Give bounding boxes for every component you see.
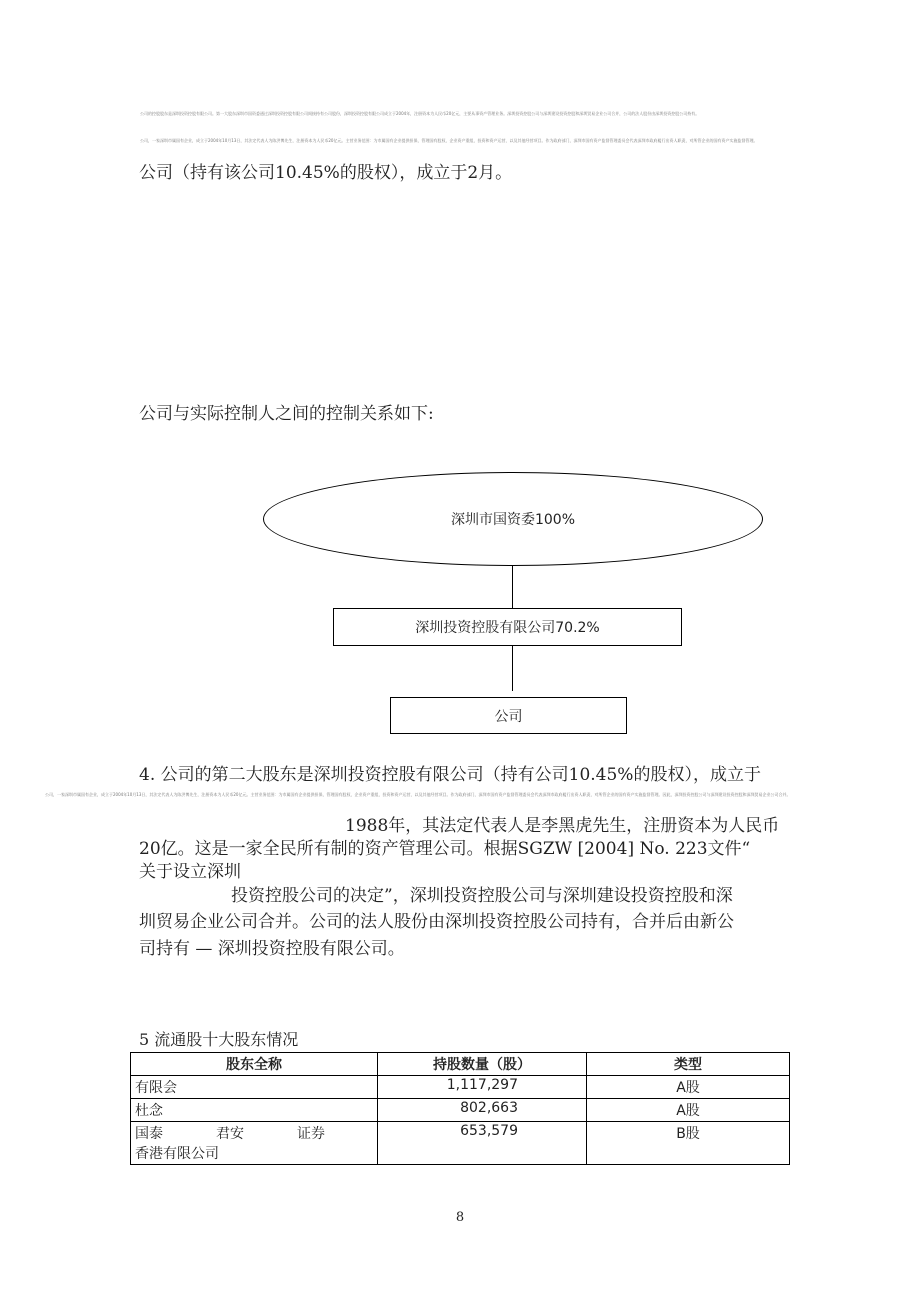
shareholder-name-line2: 香港有限公司 xyxy=(135,1146,219,1162)
header-shares-held: 持股数量（股） xyxy=(378,1053,587,1076)
diagram-connector-2 xyxy=(512,646,513,691)
item4-line5: 投资控股公司的决定”，深圳投资控股公司与深圳建设投资控股和深 xyxy=(231,886,733,906)
shares-held: 653,579 xyxy=(378,1122,587,1165)
share-type: B股 xyxy=(587,1122,790,1165)
diagram-node-sasac xyxy=(263,472,763,566)
item4-tiny-note: 公司，一家深圳市属国有企业，成立于2004年10月13日，其法定代表人为陈洪博先生，注册资本为人民币20亿元。主营业务范围：为市属国有企业提供担保，管理国有股权，企业资产重组，投资和资产运营，以及其他经营项目。作为政府部门，深圳市国有资产监督管理委员会代表深圳市政府履行出资人职责，对所管企业的国有资产实施监督管理。因此，深圳投资控股公司与深圳建设投资控股和深圳贸易企业公司合并。 xyxy=(45,792,791,797)
shareholder-name-line1 xyxy=(135,1123,325,1143)
header-note-1: 公司的控股股东是深圳投资控股有限公司。第一大股东深圳市国资委通过深圳投资控股有限公司间接持有公司股份，深圳投资控股有限公司成立于2004年，注册资本为人民币20亿元，主要从事资产管理业务。深圳投资控股公司与深圳建设投资控股和深圳贸易企业公司合并，公司的法人股份由深圳投资控股公司持有。 xyxy=(140,111,700,116)
share-type: A股 xyxy=(587,1099,790,1122)
item4-line7: 司持有 — 深圳投资控股有限公司。 xyxy=(139,939,405,959)
table-row xyxy=(131,1076,790,1099)
name-part: 证券 xyxy=(297,1126,325,1142)
header-share-type: 类型 xyxy=(587,1053,790,1076)
shareholder-name xyxy=(131,1122,378,1165)
top-ten-shareholders-table xyxy=(130,1052,790,1165)
name-part: 君安 xyxy=(216,1126,244,1142)
diagram-node-company xyxy=(390,697,627,734)
diagram-node-investment-holdings-label: 深圳投资控股有限公司70.2% xyxy=(415,620,600,636)
diagram-node-investment-holdings xyxy=(333,608,682,646)
paragraph-company-stake: 公司（持有该公司10.45%的股权），成立于2月。 xyxy=(139,163,513,183)
page-number: 8 xyxy=(455,1210,465,1225)
table-row xyxy=(131,1122,790,1165)
item4-line1: 4. 公司的第二大股东是深圳投资控股有限公司（持有公司10.45%的股权），成立于 xyxy=(139,765,761,785)
table-caption: 5 流通股十大股东情况 xyxy=(139,1030,299,1049)
header-shareholder-name: 股东全称 xyxy=(131,1053,378,1076)
item4-line4: 关于设立深圳 xyxy=(139,862,241,882)
item4-line3: 20亿。这是一家全民所有制的资产管理公司。根据SGZW [2004] No. 223文件“ xyxy=(139,839,751,859)
name-part: 国泰 xyxy=(135,1126,163,1142)
item4-line6: 圳贸易企业公司合并。公司的法人股份由深圳投资控股公司持有，合并后由新公 xyxy=(139,912,734,932)
control-relationship-intro: 公司与实际控制人之间的控制关系如下: xyxy=(139,404,434,424)
shares-held: 802,663 xyxy=(378,1099,587,1122)
share-type: A股 xyxy=(587,1076,790,1099)
diagram-connector-1 xyxy=(512,566,513,608)
table-row xyxy=(131,1099,790,1122)
shareholder-name: 杜念 xyxy=(131,1099,378,1122)
diagram-node-company-label: 公司 xyxy=(494,708,523,725)
table-header-row xyxy=(131,1053,790,1076)
item4-line2: 1988年，其法定代表人是李黑虎先生，注册资本为人民币 xyxy=(345,816,780,836)
shares-held: 1,117,297 xyxy=(378,1076,587,1099)
shareholder-name: 有限会 xyxy=(131,1076,378,1099)
header-note-2: 公司，一家深圳市属国有企业，成立于2004年10月13日，其法定代表人为陈洪博先生，注册资本为人民币20亿元。主营业务范围：为市属国有企业提供担保，管理国有股权，企业资产重组，投资和资产运营，以及其他经营项目。作为政府部门，深圳市国有资产监督管理委员会代表深圳市政府履行出资人职责，对所管企业的国有资产实施监督管理。 xyxy=(140,138,758,143)
diagram-node-sasac-label: 深圳市国资委100% xyxy=(450,512,576,528)
